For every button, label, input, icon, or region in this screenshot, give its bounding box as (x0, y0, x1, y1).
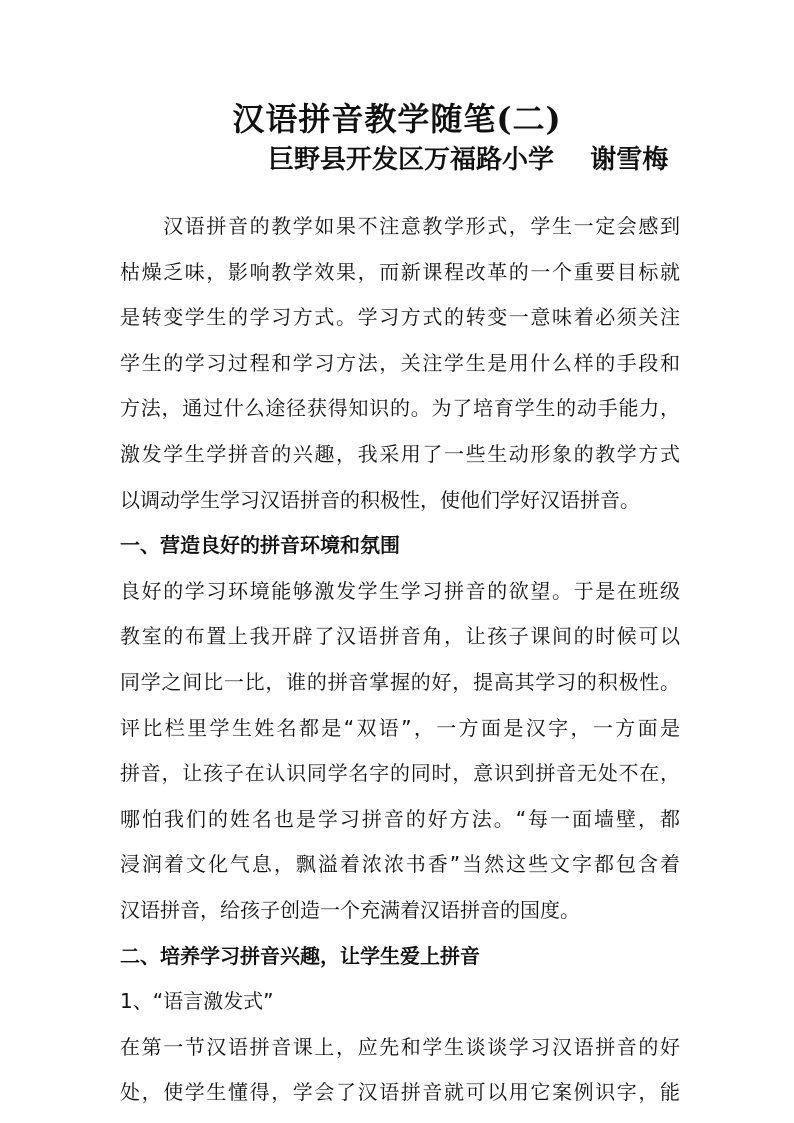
document-title: 汉语拼音教学随笔(二) (232, 100, 562, 138)
paragraph-line: 良好的学习环境能够激发学生学习拼音的欲望。于是在班级 (120, 578, 680, 603)
paragraph-line: 以调动学生学习汉语拼音的积极性，使他们学好汉语拼音。 (120, 487, 640, 512)
paragraph-line: 激发学生学拼音的兴趣，我采用了一些生动形象的教学方式 (120, 441, 680, 466)
paragraph-line: 汉语拼音的教学如果不注意教学形式，学生一定会感到 (120, 214, 680, 238)
paragraph-line: 评比栏里学生姓名都是“双语”，一方面是汉字，一方面是 (120, 715, 680, 740)
paragraph-line: 方法，通过什么途径获得知识的。为了培育学生的动手能力， (120, 396, 680, 421)
paragraph-line: 汉语拼音，给孩子创造一个充满着汉语拼音的国度。 (120, 897, 580, 922)
paragraph-line: 枯燥乏味，影响教学效果，而新课程改革的一个重要目标就 (120, 259, 680, 284)
paragraph-line: 浸润着文化气息，飘溢着浓浓书香”当然这些文字都包含着 (120, 852, 680, 877)
section-heading: 二、培养学习拼音兴趣，让学生爱上拼音 (120, 943, 480, 968)
paragraph-line: 学生的学习过程和学习方法，关注学生是用什么样的手段和 (120, 350, 680, 375)
paragraph-line: 教室的布置上我开辟了汉语拼音角，让孩子课间的时候可以 (120, 624, 680, 649)
paragraph-line: 拼音，让孩子在认识同学名字的同时，意识到拼音无处不在， (120, 761, 680, 786)
paragraph-line: 哪怕我们的姓名也是学习拼音的好方法。“每一面墙壁，都 (120, 806, 680, 831)
document-body (120, 204, 680, 1116)
document-subtitle: 巨野县开发区万福路小学 谢雪梅 (268, 145, 669, 175)
paragraph-line: 处，使学生懂得，学会了汉语拼音就可以用它案例识字，能 (120, 1080, 680, 1105)
section-heading: 一、营造良好的拼音环境和氛围 (120, 533, 400, 558)
paragraph-line: 同学之间比一比，谁的拼音掌握的好，提高其学习的积极性。 (120, 669, 680, 694)
paragraph-line: 在第一节汉语拼音课上，应先和学生谈谈学习汉语拼音的好 (120, 1034, 680, 1059)
paragraph-line: 1、“语言激发式” (120, 989, 274, 1014)
paragraph-line: 是转变学生的学习方式。学习方式的转变一意味着必须关注 (120, 305, 680, 330)
